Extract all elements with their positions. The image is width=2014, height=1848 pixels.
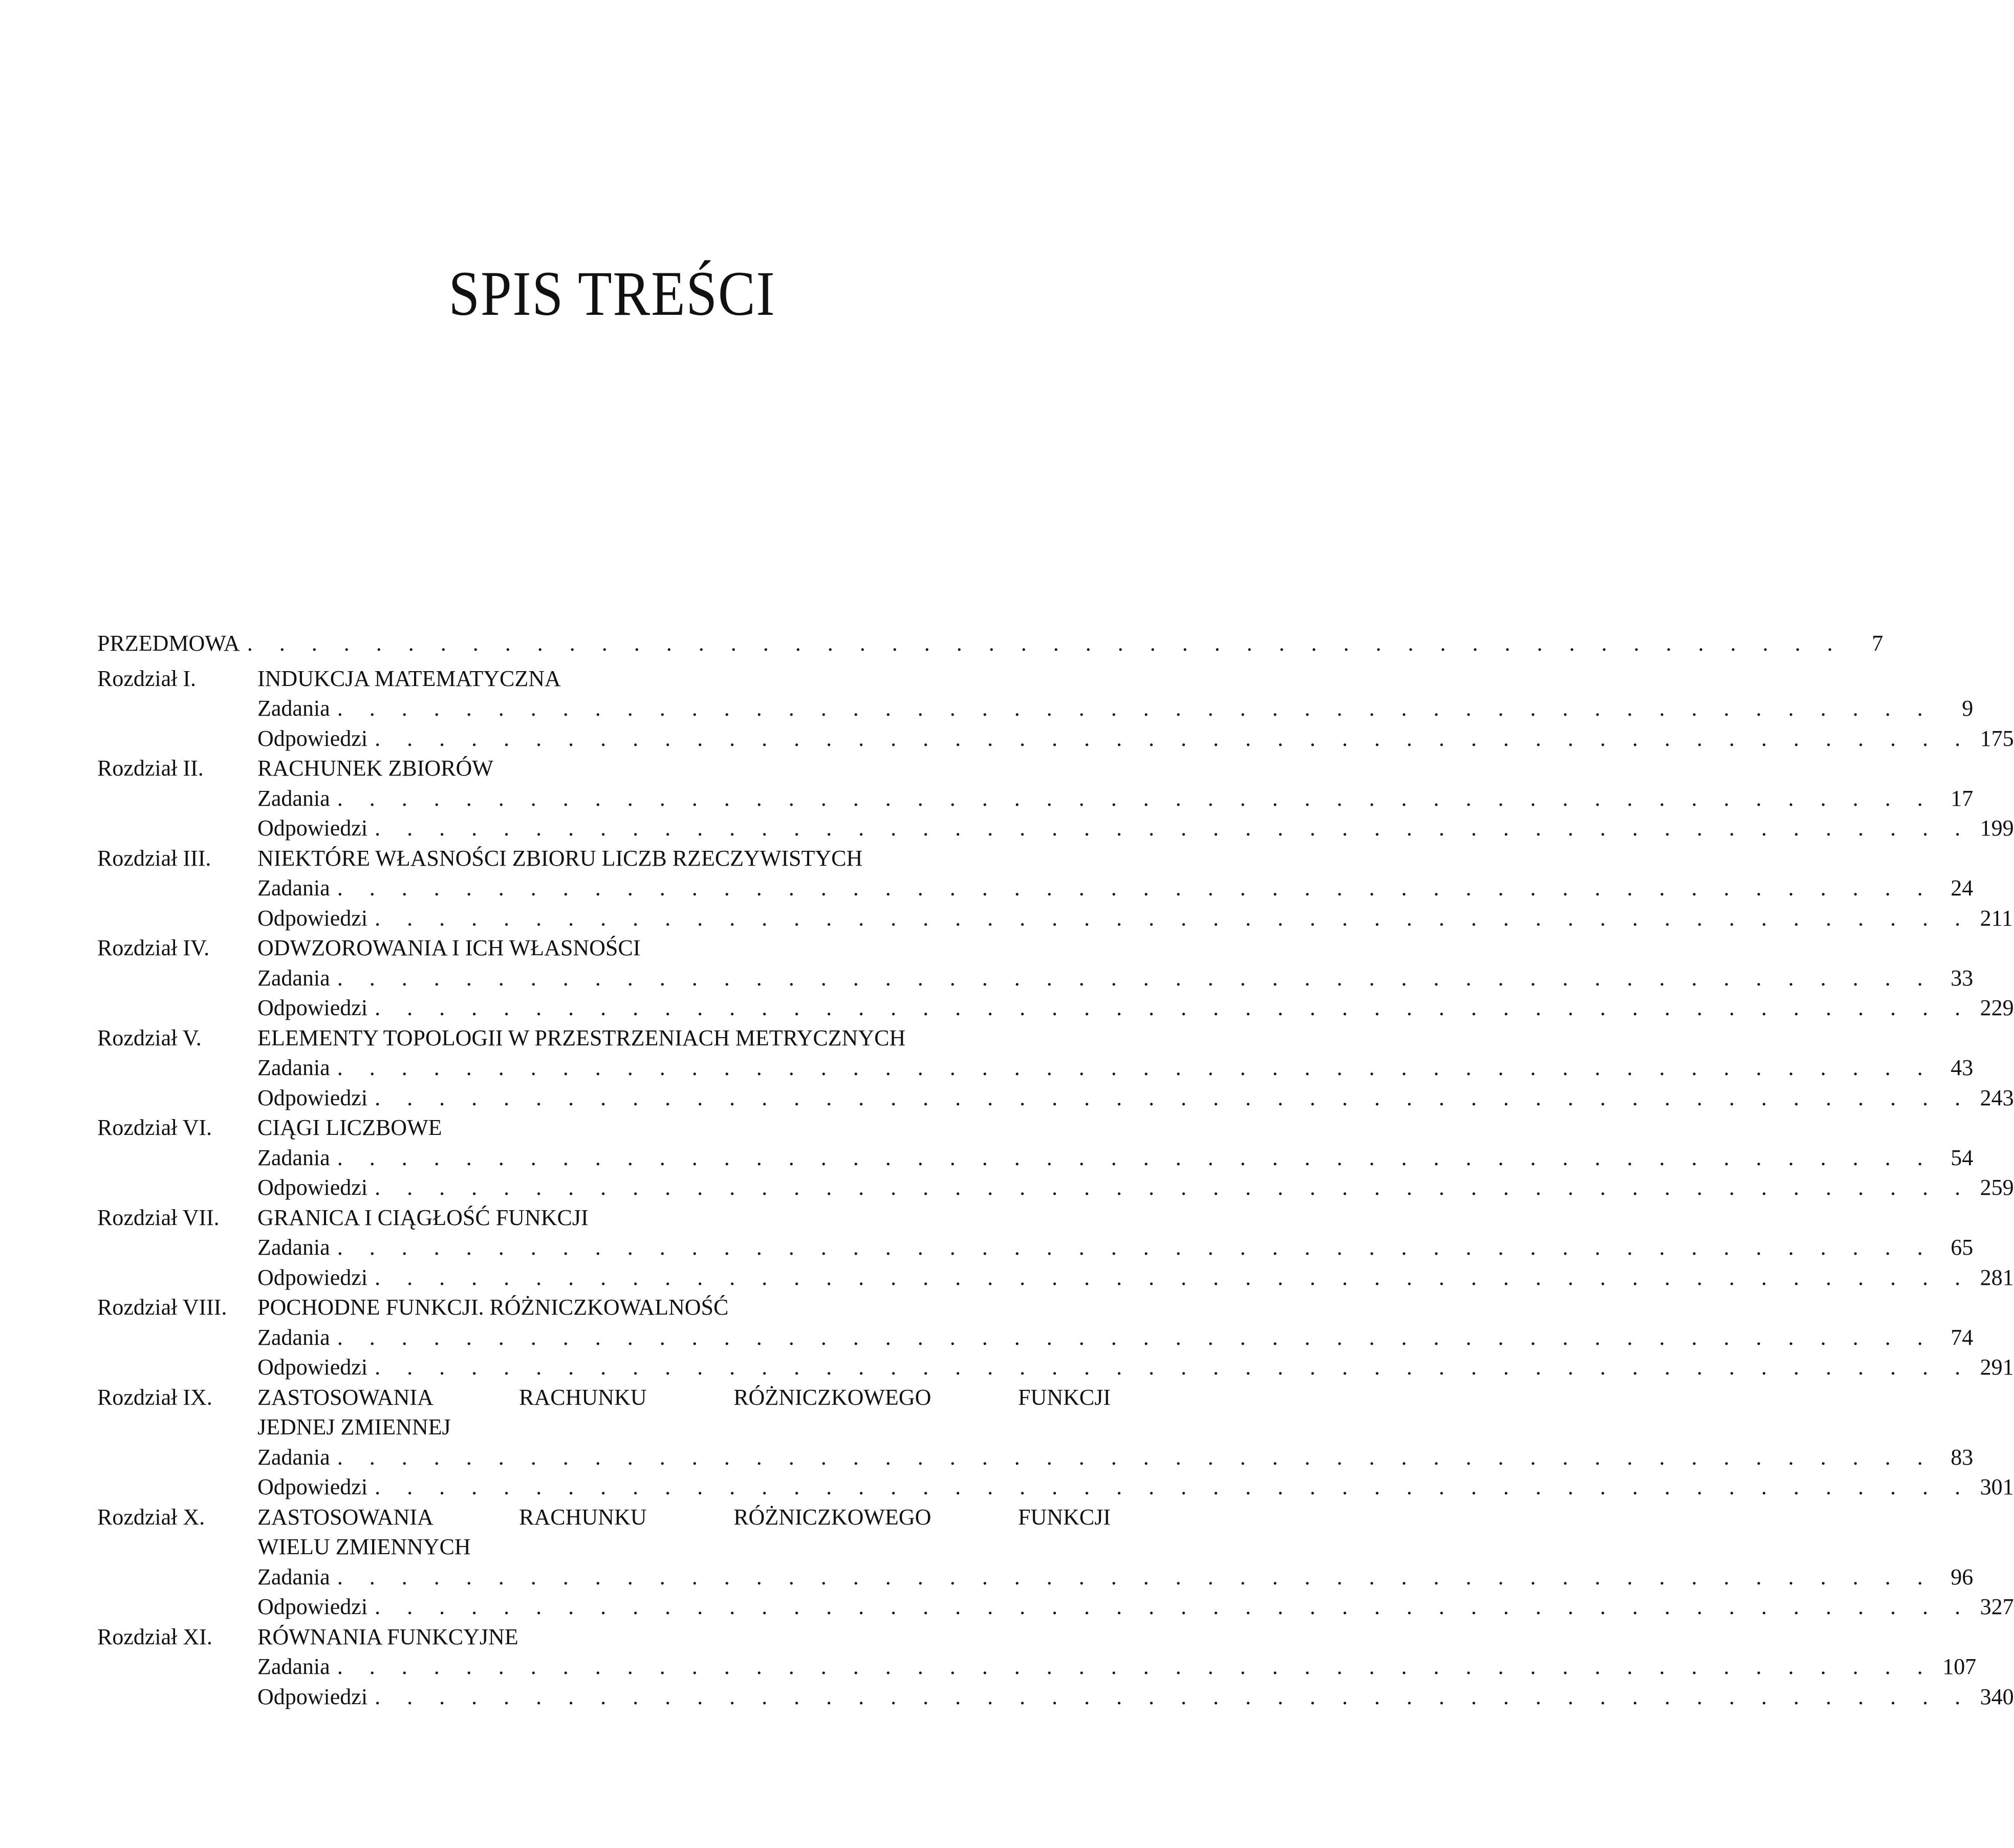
chapter-title-line: ZASTOSOWANIA RACHUNKU RÓŻNICZKOWEGO FUNKCJI xyxy=(257,1504,1111,1530)
chapter-heading[interactable] xyxy=(97,1383,1111,1443)
chapter-title xyxy=(257,664,1111,694)
chapter-heading[interactable] xyxy=(97,664,1111,694)
tasks-entry-page: 65 xyxy=(1951,1235,1974,1260)
chapter-heading[interactable] xyxy=(97,844,1111,874)
tasks-entry[interactable] xyxy=(97,1053,1974,1083)
chapter-label: Rozdział V. xyxy=(97,1025,202,1050)
dot-leader: . . . . . . . . . . . . . . . . . . . . . . . . . . . . . . . . . . . . . . . . . . . . . . . . . . xyxy=(375,1264,1971,1290)
table-of-contents xyxy=(97,629,2014,1712)
tasks-entry-label: Zadania xyxy=(257,1235,330,1260)
chapter-label: Rozdział VI. xyxy=(97,1115,212,1140)
chapter-title-line: INDUKCJA MATEMATYCZNA xyxy=(257,665,561,691)
chapter-label: Rozdział II. xyxy=(97,756,204,781)
dot-leader: . . . . . . . . . . . . . . . . . . . . . . . . . . . . . . . . . . . . . . . . . . . . . . . . . . xyxy=(247,631,1844,656)
answers-entry-label: Odpowiedzi xyxy=(257,1355,368,1380)
answers-entry[interactable] xyxy=(97,1173,2014,1203)
preface-label: PRZEDMOWA xyxy=(97,631,240,656)
answers-entry[interactable] xyxy=(97,1592,2014,1622)
dot-leader: . . . . . . . . . . . . . . . . . . . . . . . . . . . . . . . . . . . . . . . . . . . . . . . . . . xyxy=(375,905,1971,931)
dot-leader: . . . . . . . . . . . . . . . . . . . . . . . . . . . . . . . . . . . . . . . . . . . . . . . . . . xyxy=(375,815,1971,841)
chapter-heading[interactable] xyxy=(97,1023,1111,1054)
dot-leader: . . . . . . . . . . . . . . . . . . . . . . . . . . . . . . . . . . . . . . . . . . . . . . . . . . xyxy=(337,785,1934,811)
answers-entry-page: 243 xyxy=(1980,1085,2014,1110)
tasks-entry[interactable] xyxy=(97,1233,1974,1263)
dot-leader: . . . . . . . . . . . . . . . . . . . . . . . . . . . . . . . . . . . . . . . . . . . . . . . . . . xyxy=(375,1474,1971,1499)
preface-page: 7 xyxy=(1872,631,1883,656)
chapter-label: Rozdział IV. xyxy=(97,935,210,960)
tasks-entry[interactable] xyxy=(97,1323,1974,1353)
answers-entry-page: 175 xyxy=(1980,725,2014,751)
tasks-entry-label: Zadania xyxy=(257,1055,330,1080)
dot-leader: . . . . . . . . . . . . . . . . . . . . . . . . . . . . . . . . . . . . . . . . . . . . . . . . . . xyxy=(375,1684,1971,1709)
answers-entry-page: 259 xyxy=(1980,1175,2014,1200)
chapter-title-line: RACHUNEK ZBIORÓW xyxy=(257,756,493,781)
tasks-entry-page: 54 xyxy=(1951,1145,1974,1170)
chapter-title xyxy=(257,933,1111,963)
tasks-entry-page: 24 xyxy=(1951,875,1974,900)
tasks-entry-page: 107 xyxy=(1942,1654,1977,1679)
tasks-entry-page: 33 xyxy=(1951,965,1974,991)
answers-entry-label: Odpowiedzi xyxy=(257,725,368,751)
dot-leader: . . . . . . . . . . . . . . . . . . . . . . . . . . . . . . . . . . . . . . . . . . . . . . . . . . xyxy=(337,875,1934,900)
tasks-entry[interactable] xyxy=(97,1143,1974,1173)
chapter-label: Rozdział VII. xyxy=(97,1205,220,1230)
answers-entry-label: Odpowiedzi xyxy=(257,1684,368,1709)
answers-entry[interactable] xyxy=(97,813,2014,844)
answers-entry[interactable] xyxy=(97,724,2014,754)
tasks-entry-page: 9 xyxy=(1962,696,1974,721)
chapter-title xyxy=(257,1293,1111,1323)
dot-leader: . . . . . . . . . . . . . . . . . . . . . . . . . . . . . . . . . . . . . . . . . . . . . . . . . . xyxy=(337,965,1934,991)
chapter-heading[interactable] xyxy=(97,1622,1111,1652)
chapter-title-line: NIEKTÓRE WŁASNOŚCI ZBIORU LICZB RZECZYWISTYCH xyxy=(257,845,863,871)
dot-leader: . . . . . . . . . . . . . . . . . . . . . . . . . . . . . . . . . . . . . . . . . . . . . . . . . . xyxy=(337,1235,1934,1260)
tasks-entry[interactable] xyxy=(97,1562,1974,1593)
chapter-title-line: ODWZOROWANIA I ICH WŁASNOŚCI xyxy=(257,935,641,960)
chapter-title-line: GRANICA I CIĄGŁOŚĆ FUNKCJI xyxy=(257,1205,589,1230)
tasks-entry[interactable] xyxy=(97,1652,1977,1682)
answers-entry-label: Odpowiedzi xyxy=(257,815,368,841)
chapter-heading[interactable] xyxy=(97,754,1111,784)
tasks-entry-label: Zadania xyxy=(257,1654,330,1679)
answers-entry-label: Odpowiedzi xyxy=(257,905,368,931)
tasks-entry-page: 96 xyxy=(1951,1564,1974,1589)
answers-entry-page: 291 xyxy=(1980,1355,2014,1380)
tasks-entry-label: Zadania xyxy=(257,1444,330,1470)
tasks-entry-page: 43 xyxy=(1951,1055,1974,1080)
tasks-entry[interactable] xyxy=(97,963,1974,994)
chapter-label: Rozdział III. xyxy=(97,845,211,871)
answers-entry[interactable] xyxy=(97,1263,2014,1293)
dot-leader: . . . . . . . . . . . . . . . . . . . . . . . . . . . . . . . . . . . . . . . . . . . . . . . . . . xyxy=(375,1085,1971,1110)
answers-entry-page: 327 xyxy=(1980,1594,2014,1619)
chapter-heading[interactable] xyxy=(97,1203,1111,1233)
chapter-title xyxy=(257,1502,1111,1562)
answers-entry[interactable] xyxy=(97,1682,2014,1712)
dot-leader: . . . . . . . . . . . . . . . . . . . . . . . . . . . . . . . . . . . . . . . . . . . . . . . . . . xyxy=(375,1175,1971,1200)
chapter-label: Rozdział XI. xyxy=(97,1624,212,1649)
answers-entry-page: 340 xyxy=(1980,1684,2014,1709)
tasks-entry-page: 17 xyxy=(1951,785,1974,811)
tasks-entry[interactable] xyxy=(97,784,1974,814)
answers-entry[interactable] xyxy=(97,904,2013,934)
answers-entry[interactable] xyxy=(97,1083,2014,1113)
chapter-heading[interactable] xyxy=(97,1502,1111,1562)
answers-entry-label: Odpowiedzi xyxy=(257,1175,368,1200)
chapter-title-line: ELEMENTY TOPOLOGII W PRZESTRZENIACH METRYCZNYCH xyxy=(257,1025,906,1050)
dot-leader: . . . . . . . . . . . . . . . . . . . . . . . . . . . . . . . . . . . . . . . . . . . . . . . . . . xyxy=(375,1355,1971,1380)
answers-entry-label: Odpowiedzi xyxy=(257,1474,368,1499)
dot-leader: . . . . . . . . . . . . . . . . . . . . . . . . . . . . . . . . . . . . . . . . . . . . . . . . . . xyxy=(375,995,1971,1020)
answers-entry-page: 281 xyxy=(1980,1264,2014,1290)
chapter-title-line: POCHODNE FUNKCJI. RÓŻNICZKOWALNOŚĆ xyxy=(257,1295,729,1320)
page-title: SPIS TREŚCI xyxy=(448,259,776,329)
toc-entry-preface[interactable] xyxy=(97,629,1883,659)
dot-leader: . . . . . . . . . . . . . . . . . . . . . . . . . . . . . . . . . . . . . . . . . . . . . . . . . . xyxy=(337,696,1934,721)
chapter-title xyxy=(257,1383,1111,1443)
answers-entry-page: 211 xyxy=(1980,905,2013,931)
tasks-entry-label: Zadania xyxy=(257,785,330,811)
chapter-title-line: JEDNEJ ZMIENNEJ xyxy=(257,1414,451,1439)
chapter-title xyxy=(257,1622,1111,1652)
answers-entry-label: Odpowiedzi xyxy=(257,995,368,1020)
answers-entry-page: 301 xyxy=(1980,1474,2014,1499)
chapter-title xyxy=(257,754,1111,784)
tasks-entry-label: Zadania xyxy=(257,965,330,991)
chapter-heading[interactable] xyxy=(97,1293,1111,1323)
answers-entry-label: Odpowiedzi xyxy=(257,1264,368,1290)
tasks-entry-page: 74 xyxy=(1951,1324,1974,1350)
dot-leader: . . . . . . . . . . . . . . . . . . . . . . . . . . . . . . . . . . . . . . . . . . . . . . . . . . xyxy=(375,1594,1971,1619)
tasks-entry[interactable] xyxy=(97,694,1974,724)
chapter-title xyxy=(257,1023,1111,1054)
tasks-entry[interactable] xyxy=(97,873,1974,904)
tasks-entry-label: Zadania xyxy=(257,1564,330,1589)
dot-leader: . . . . . . . . . . . . . . . . . . . . . . . . . . . . . . . . . . . . . . . . . . . . . . . . . . xyxy=(337,1654,1934,1679)
answers-entry-page: 199 xyxy=(1980,815,2014,841)
tasks-entry-label: Zadania xyxy=(257,875,330,900)
chapter-title-line: CIĄGI LICZBOWE xyxy=(257,1115,442,1140)
chapter-heading[interactable] xyxy=(97,1113,1111,1143)
chapter-label: Rozdział X. xyxy=(97,1504,205,1530)
dot-leader: . . . . . . . . . . . . . . . . . . . . . . . . . . . . . . . . . . . . . . . . . . . . . . . . . . xyxy=(337,1145,1934,1170)
chapter-title-line: WIELU ZMIENNYCH xyxy=(257,1534,471,1559)
tasks-entry-page: 83 xyxy=(1951,1444,1974,1470)
chapter-list xyxy=(97,664,2014,1712)
answers-entry-label: Odpowiedzi xyxy=(257,1594,368,1619)
chapter-title xyxy=(257,1203,1111,1233)
dot-leader: . . . . . . . . . . . . . . . . . . . . . . . . . . . . . . . . . . . . . . . . . . . . . . . . . . xyxy=(337,1564,1934,1589)
dot-leader: . . . . . . . . . . . . . . . . . . . . . . . . . . . . . . . . . . . . . . . . . . . . . . . . . . xyxy=(337,1444,1934,1470)
dot-leader: . . . . . . . . . . . . . . . . . . . . . . . . . . . . . . . . . . . . . . . . . . . . . . . . . . xyxy=(375,725,1971,751)
chapter-title-line: RÓWNANIA FUNKCYJNE xyxy=(257,1624,518,1649)
dot-leader: . . . . . . . . . . . . . . . . . . . . . . . . . . . . . . . . . . . . . . . . . . . . . . . . . . xyxy=(337,1055,1934,1080)
tasks-entry[interactable] xyxy=(97,1443,1974,1473)
answers-entry[interactable] xyxy=(97,1472,2014,1502)
answers-entry-page: 229 xyxy=(1980,995,2014,1020)
answers-entry[interactable] xyxy=(97,1352,2014,1383)
answers-entry[interactable] xyxy=(97,993,2014,1023)
chapter-title xyxy=(257,1113,1111,1143)
chapter-label: Rozdział IX. xyxy=(97,1384,212,1410)
tasks-entry-label: Zadania xyxy=(257,1145,330,1170)
chapter-heading[interactable] xyxy=(97,933,1111,963)
chapter-label: Rozdział I. xyxy=(97,665,197,691)
chapter-label: Rozdział VIII. xyxy=(97,1295,227,1320)
dot-leader: . . . . . . . . . . . . . . . . . . . . . . . . . . . . . . . . . . . . . . . . . . . . . . . . . . xyxy=(337,1324,1934,1350)
tasks-entry-label: Zadania xyxy=(257,1324,330,1350)
chapter-title-line: ZASTOSOWANIA RACHUNKU RÓŻNICZKOWEGO FUNKCJI xyxy=(257,1384,1111,1410)
answers-entry-label: Odpowiedzi xyxy=(257,1085,368,1110)
tasks-entry-label: Zadania xyxy=(257,696,330,721)
chapter-title xyxy=(257,844,1111,874)
